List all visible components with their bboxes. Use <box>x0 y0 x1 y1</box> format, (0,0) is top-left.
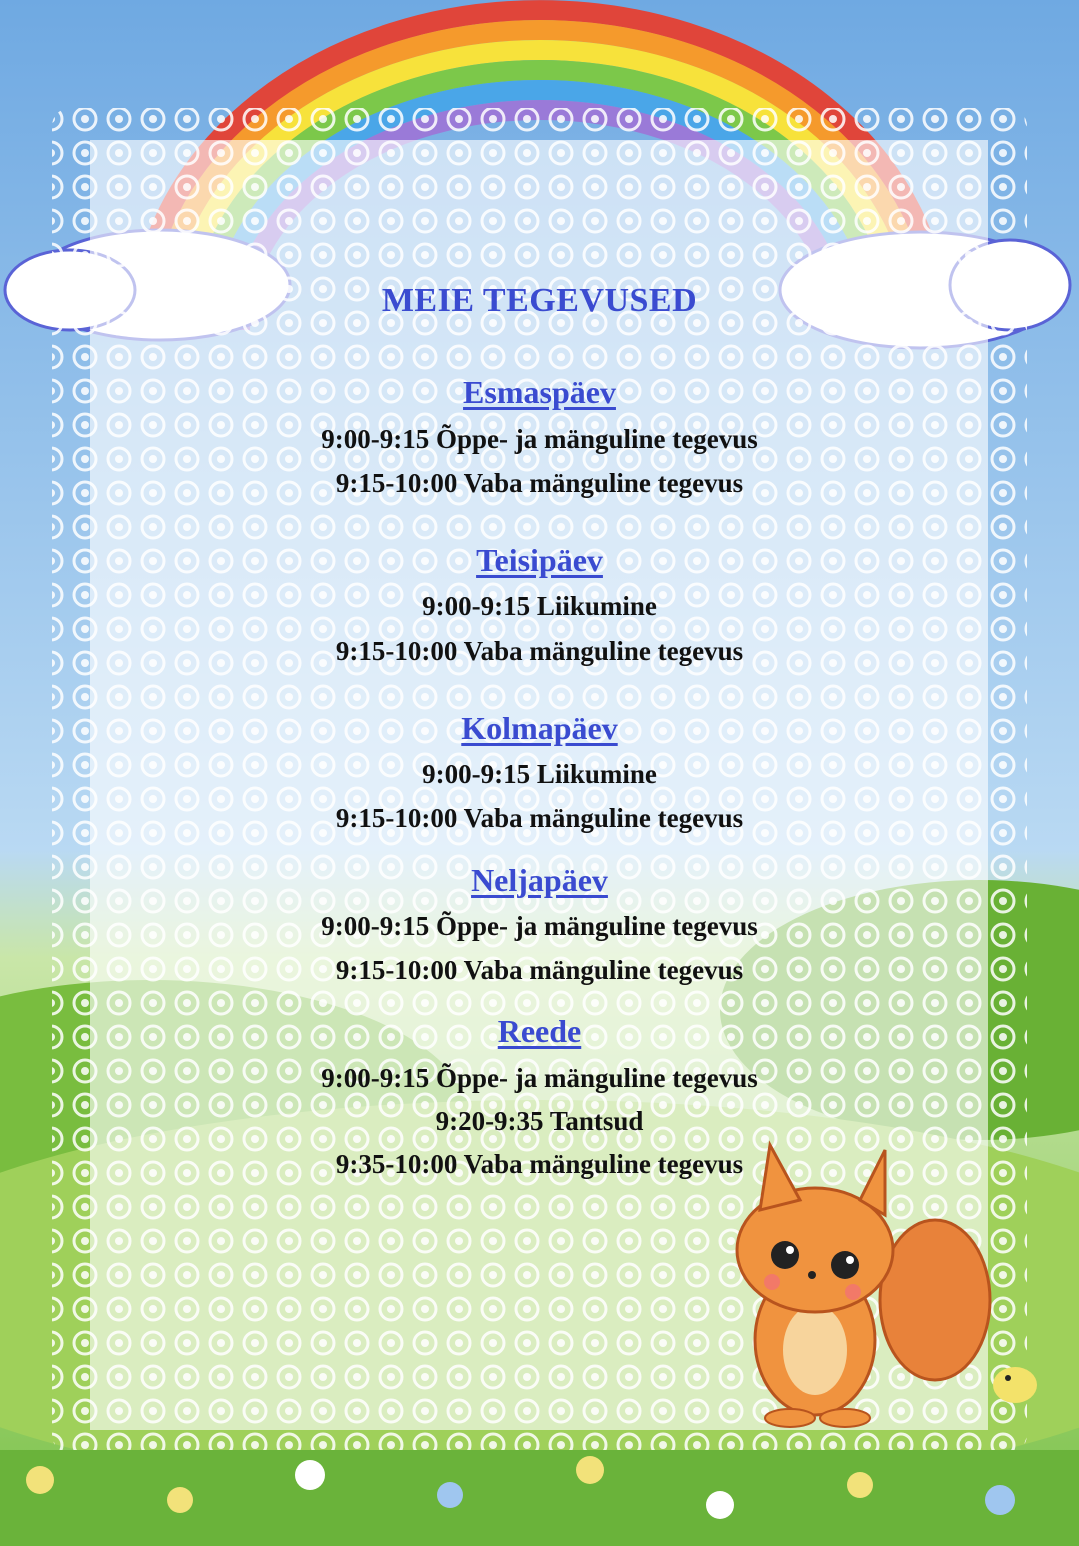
schedule-item: 9:00-9:15 Õppe- ja mänguline tegevus <box>321 1063 758 1093</box>
schedule-item: 9:35-10:00 Vaba mänguline tegevus <box>335 1149 744 1179</box>
schedule-item: 9:00-9:15 Õppe- ja mänguline tegevus <box>321 911 758 941</box>
schedule-item: 9:15-10:00 Vaba mänguline tegevus <box>335 803 744 833</box>
schedule-item: 9:15-10:00 Vaba mänguline tegevus <box>335 636 744 666</box>
day-heading-friday: Reede <box>497 1013 582 1049</box>
schedule-item: 9:20-9:35 Tantsud <box>435 1106 644 1136</box>
page-title: MEIE TEGEVUSED <box>381 282 698 319</box>
schedule-item: 9:00-9:15 Liikumine <box>422 591 657 621</box>
flower-icon <box>0 1450 1079 1546</box>
schedule-item: 9:15-10:00 Vaba mänguline tegevus <box>335 468 744 498</box>
schedule-item: 9:00-9:15 Õppe- ja mänguline tegevus <box>321 424 758 454</box>
schedule-item: 9:15-10:00 Vaba mänguline tegevus <box>335 955 744 985</box>
day-heading-thursday: Neljapäev <box>471 862 608 898</box>
bird-icon <box>993 1367 1037 1403</box>
day-heading-wednesday: Kolmapäev <box>461 710 618 746</box>
day-heading-monday: Esmaspäev <box>463 374 616 410</box>
day-heading-tuesday: Teisipäev <box>476 542 603 578</box>
schedule-item: 9:00-9:15 Liikumine <box>422 759 657 789</box>
